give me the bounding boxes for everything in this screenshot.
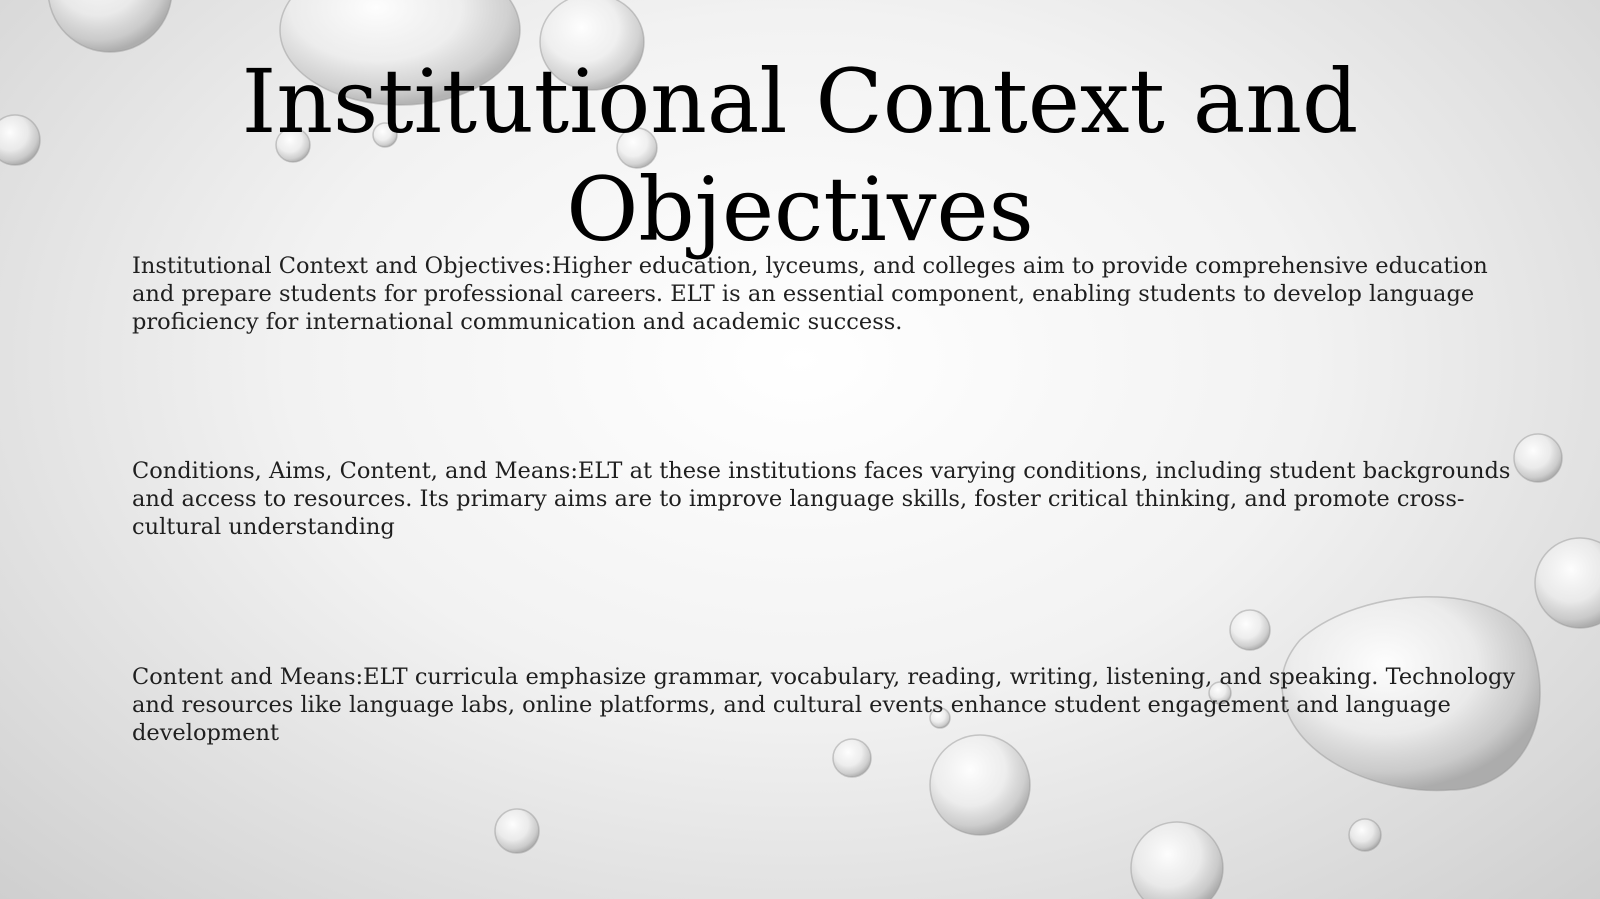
droplet <box>1349 819 1381 851</box>
droplet <box>1131 822 1223 899</box>
droplet <box>48 0 172 52</box>
droplet <box>1535 538 1600 628</box>
droplet <box>930 735 1030 835</box>
droplet <box>495 809 539 853</box>
paragraph-conditions-aims: Conditions, Aims, Content, and Means:ELT at these institutions faces varying conditions, including student backgrounds and access to resources. Its primary aims are to improve language skills, foster critical thinking, and promote cross-cultural understanding <box>132 458 1511 540</box>
slide-title: Institutional Context and Objectives <box>241 50 1359 261</box>
paragraph-institutional-context: Institutional Context and Objectives:Higher education, lyceums, and colleges aim to provide comprehensive education and prepare students for professional careers. ELT is an essential component, enabling students to develop language proficiency for international communication and academic success. <box>132 253 1488 335</box>
paragraph-content-means: Content and Means:ELT curricula emphasize grammar, vocabulary, reading, writing, listening, and speaking. Technology and resources like language labs, online platforms, and cultural events enhance student engagement and language development <box>132 664 1516 746</box>
droplet <box>1230 610 1270 650</box>
